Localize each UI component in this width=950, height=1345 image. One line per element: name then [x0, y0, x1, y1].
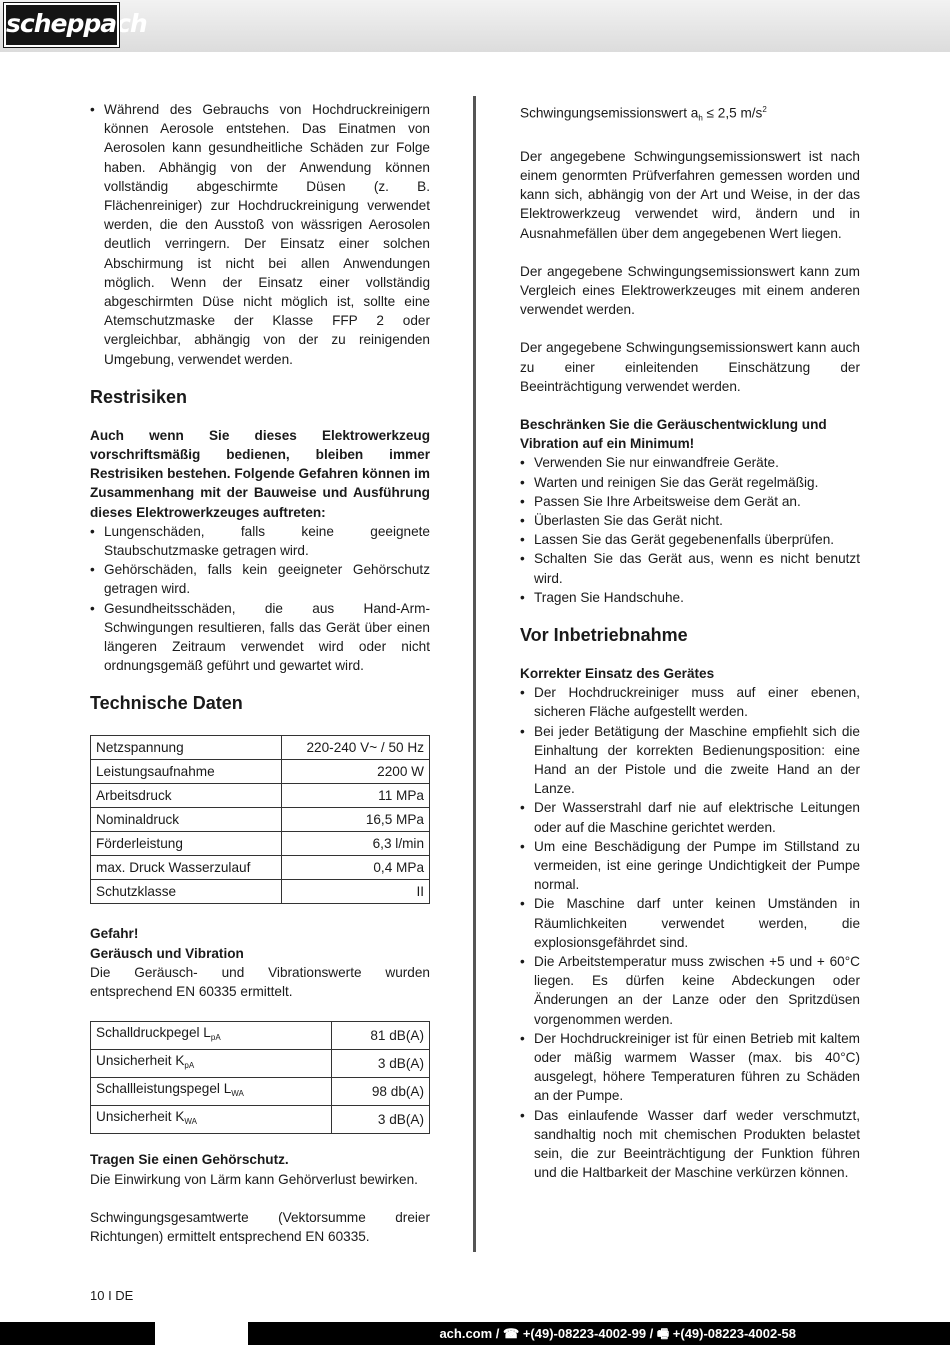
table-row	[91, 880, 430, 904]
ear-protection-text: Die Einwirkung von Lärm kann Gehörverlust bewirken.	[90, 1171, 418, 1187]
table-row	[91, 784, 430, 808]
limit-noise-heading: Beschränken Sie die Geräuschentwicklung und Vibration auf ein Minimum!	[520, 416, 827, 452]
list-item: • Überlasten Sie das Gerät nicht.	[520, 511, 860, 530]
table-row	[91, 1106, 430, 1134]
table-cell-label: Netzspannung	[91, 736, 282, 760]
list-item: • Bei jeder Betätigung der Maschine empfiehlt sich die Einhaltung der korrekten Bedienungsposition: eine Hand an der Pistole und die zweite Hand an der Lanze.	[520, 722, 860, 799]
table-row	[91, 856, 430, 880]
footer-white-block	[155, 1322, 248, 1345]
restrisiken-intro: Auch wenn Sie dieses Elektrowerkzeug vorschriftsmäßig bedienen, bleiben immer Restrisiken bestehen. Folgende Gefahren können im Zusammenhang mit der Bauweise und Ausführung dieses Elektrowerkzeuges auftreten:	[90, 427, 430, 520]
list-item: • Passen Sie Ihre Arbeitsweise dem Gerät an.	[520, 492, 860, 511]
noise-heading: Geräusch und Vibration	[90, 945, 244, 961]
section-heading-technische-daten: Technische Daten	[90, 693, 243, 714]
list-item: • Der Hochdruckreiniger ist für einen Betrieb mit kaltem oder mäßig warmem Wasser (max. bis 40°C) ausgelegt, höhere Temperaturen führen zu Schäden an der Pumpe.	[520, 1029, 860, 1106]
table-cell-value: 3 dB(A)	[331, 1050, 429, 1078]
list-item: • Während des Gebrauchs von Hochdruckreinigern können Aerosole entstehen. Das Einatmen von Aerosolen kann gesundheitliche Schäden zur Folge haben. Abhängig von der Anwendung können vollständig abgeschirmte Düsen (z. B. Flächenreiniger) zur Hochdruckreinigung verwendet werden, die den Ausstoß von wässrigen Aerosolen deutlich verringern. Der Einsatz einer solchen Abschirmung ist nicht bei allen Anwendungen möglich. Wenn der Einsatz einer vollständig abgeschirmten Düse nicht möglich ist, sollte eine Atemschutzmaske der Klasse FFP 2 oder vergleichbar, abhängig von der zu reinigenden Umgebung, verwendet werden.	[90, 100, 430, 369]
table-cell-label: Unsicherheit $K_{WA}$	[91, 1106, 332, 1134]
list-item: • Verwenden Sie nur einwandfreie Geräte.	[520, 453, 860, 472]
table-row	[91, 1022, 430, 1050]
aerosol-bullet-list	[90, 100, 430, 369]
restrisiken-list	[90, 522, 430, 676]
technical-data-table	[90, 735, 430, 904]
list-item: • Um eine Beschädigung der Pumpe im Stillstand zu vermeiden, ist eine geringe Undichtigkeit der Pumpe normal.	[520, 837, 860, 895]
table-cell-label: Schutzklasse	[91, 880, 282, 904]
table-cell-value: 3 dB(A)	[331, 1106, 429, 1134]
table-row	[91, 1078, 430, 1106]
table-cell-label: Förderleistung	[91, 832, 282, 856]
right-column	[520, 100, 860, 1182]
table-row	[91, 808, 430, 832]
list-item: • Das einlaufende Wasser darf weder verschmutzt, sandhaltig noch mit chemischen Produkten belastet sein, die zur Beeinträchtigung der Funktion führen und die Haltbarkeit der Maschine verkürzen können.	[520, 1106, 860, 1183]
list-item: • Warten und reinigen Sie das Gerät regelmäßig.	[520, 473, 860, 492]
vibration-emission-value: Schwingungsemissionswert $a_h \le 2,5$ $m/s^2$	[520, 105, 767, 123]
noise-values-table	[90, 1021, 430, 1134]
table-row	[91, 736, 430, 760]
vibration-paragraph-1: Der angegebene Schwingungsemissionswert ist nach einem genormten Prüfverfahren gemessen worden und kann sich, abhängig von der Art und Weise, in der das Elektrowerkzeug verwendet wird, ändern und in Ausnahmefällen über dem angegebenen Wert liegen.	[520, 148, 860, 241]
table-cell-value: 220-240 V~ / 50 Hz	[281, 736, 429, 760]
table-cell-value: 6,3 l/min	[281, 832, 429, 856]
left-column	[90, 100, 430, 1246]
list-item: • Der Hochdruckreiniger muss auf einer ebenen, sicheren Fläche aufgestellt werden.	[520, 683, 860, 721]
vibration-total-text: Schwingungsgesamtwerte (Vektorsumme dreier Richtungen) ermittelt entsprechend EN 60335.	[90, 1209, 430, 1244]
list-item: • Die Arbeitstemperatur muss zwischen +5 und + 60°C liegen. Es dürfen keine Abdeckungen oder Änderungen an der Lanze oder den Spritzdüsen vorgenommen werden.	[520, 952, 860, 1029]
limit-noise-list	[520, 453, 860, 607]
section-heading-restrisiken: Restrisiken	[90, 386, 188, 407]
table-cell-value: II	[281, 880, 429, 904]
list-item: • Gehörschäden, falls kein geeigneter Gehörschutz getragen wird.	[90, 560, 430, 598]
table-row	[91, 832, 430, 856]
brand-logo: scheppach	[4, 3, 119, 47]
list-item: • Tragen Sie Handschuhe.	[520, 588, 860, 607]
usage-heading: Korrekter Einsatz des Gerätes	[520, 666, 715, 681]
table-cell-value: 81 dB(A)	[331, 1022, 429, 1050]
table-cell-value: 0,4 MPa	[281, 856, 429, 880]
usage-list	[520, 683, 860, 1182]
list-item: • Lassen Sie das Gerät gegebenenfalls überprüfen.	[520, 530, 860, 549]
table-cell-label: Schalldruckpegel $L_{pA}$	[91, 1022, 332, 1050]
table-row	[91, 760, 430, 784]
table-cell-value: 11 MPa	[281, 784, 429, 808]
list-item: • Gesundheitsschäden, die aus Hand-Arm- Schwingungen resultieren, falls das Gerät über einen längeren Zeitraum verwendet wird oder nicht ordnungsgemäß geführt und gewartet wird.	[90, 599, 430, 676]
table-cell-label: Leistungsaufnahme	[91, 760, 282, 784]
table-cell-label: Nominaldruck	[91, 808, 282, 832]
list-item: • Der Wasserstrahl darf nie auf elektrische Leitungen oder auf die Maschine gerichtet werden.	[520, 798, 860, 836]
table-cell-value: 98 db(A)	[331, 1078, 429, 1106]
table-cell-value: 16,5 MPa	[281, 808, 429, 832]
list-item: • Die Maschine darf unter keinen Umständen in Räumlichkeiten verwendet werden, die explosionsgefährdet sind.	[520, 894, 860, 952]
table-cell-label: max. Druck Wasserzulauf	[91, 856, 282, 880]
list-item: • Schalten Sie das Gerät aus, wenn es nicht benutzt wird.	[520, 549, 860, 587]
danger-label: Gefahr!	[90, 926, 139, 942]
table-cell-label: Unsicherheit $K_{pA}$	[91, 1050, 332, 1078]
ear-protection-heading: Tragen Sie einen Gehörschutz.	[90, 1152, 289, 1168]
table-cell-label: Schallleistungspegel $L_{WA}$	[91, 1078, 332, 1106]
column-divider	[473, 96, 476, 1252]
table-row	[91, 1050, 430, 1078]
table-cell-value: 2200 W	[281, 760, 429, 784]
section-heading-vor-inbetriebnahme: Vor Inbetriebnahme	[520, 625, 688, 645]
vibration-paragraph-3: Der angegebene Schwingungsemissionswert kann auch zu einer einleitenden Einschätzung der Beeinträchtigung verwendet werden.	[520, 340, 860, 394]
vibration-paragraph-2: Der angegebene Schwingungsemissionswert kann zum Vergleich eines Elektrowerkzeuges mit einem anderen verwendet werden.	[520, 263, 860, 318]
footer-contact: ach.com / ☎ +(49)-08223-4002-99 / 🖷 +(49)-08223-4002-58	[439, 1326, 796, 1341]
page-number: 10 I DE	[90, 1288, 134, 1303]
list-item: • Lungenschäden, falls keine geeignete Staubschutzmaske getragen wird.	[90, 522, 430, 560]
table-cell-label: Arbeitsdruck	[91, 784, 282, 808]
noise-text: Die Geräusch- und Vibrationswerte wurden entsprechend EN 60335 ermittelt.	[90, 964, 430, 1000]
